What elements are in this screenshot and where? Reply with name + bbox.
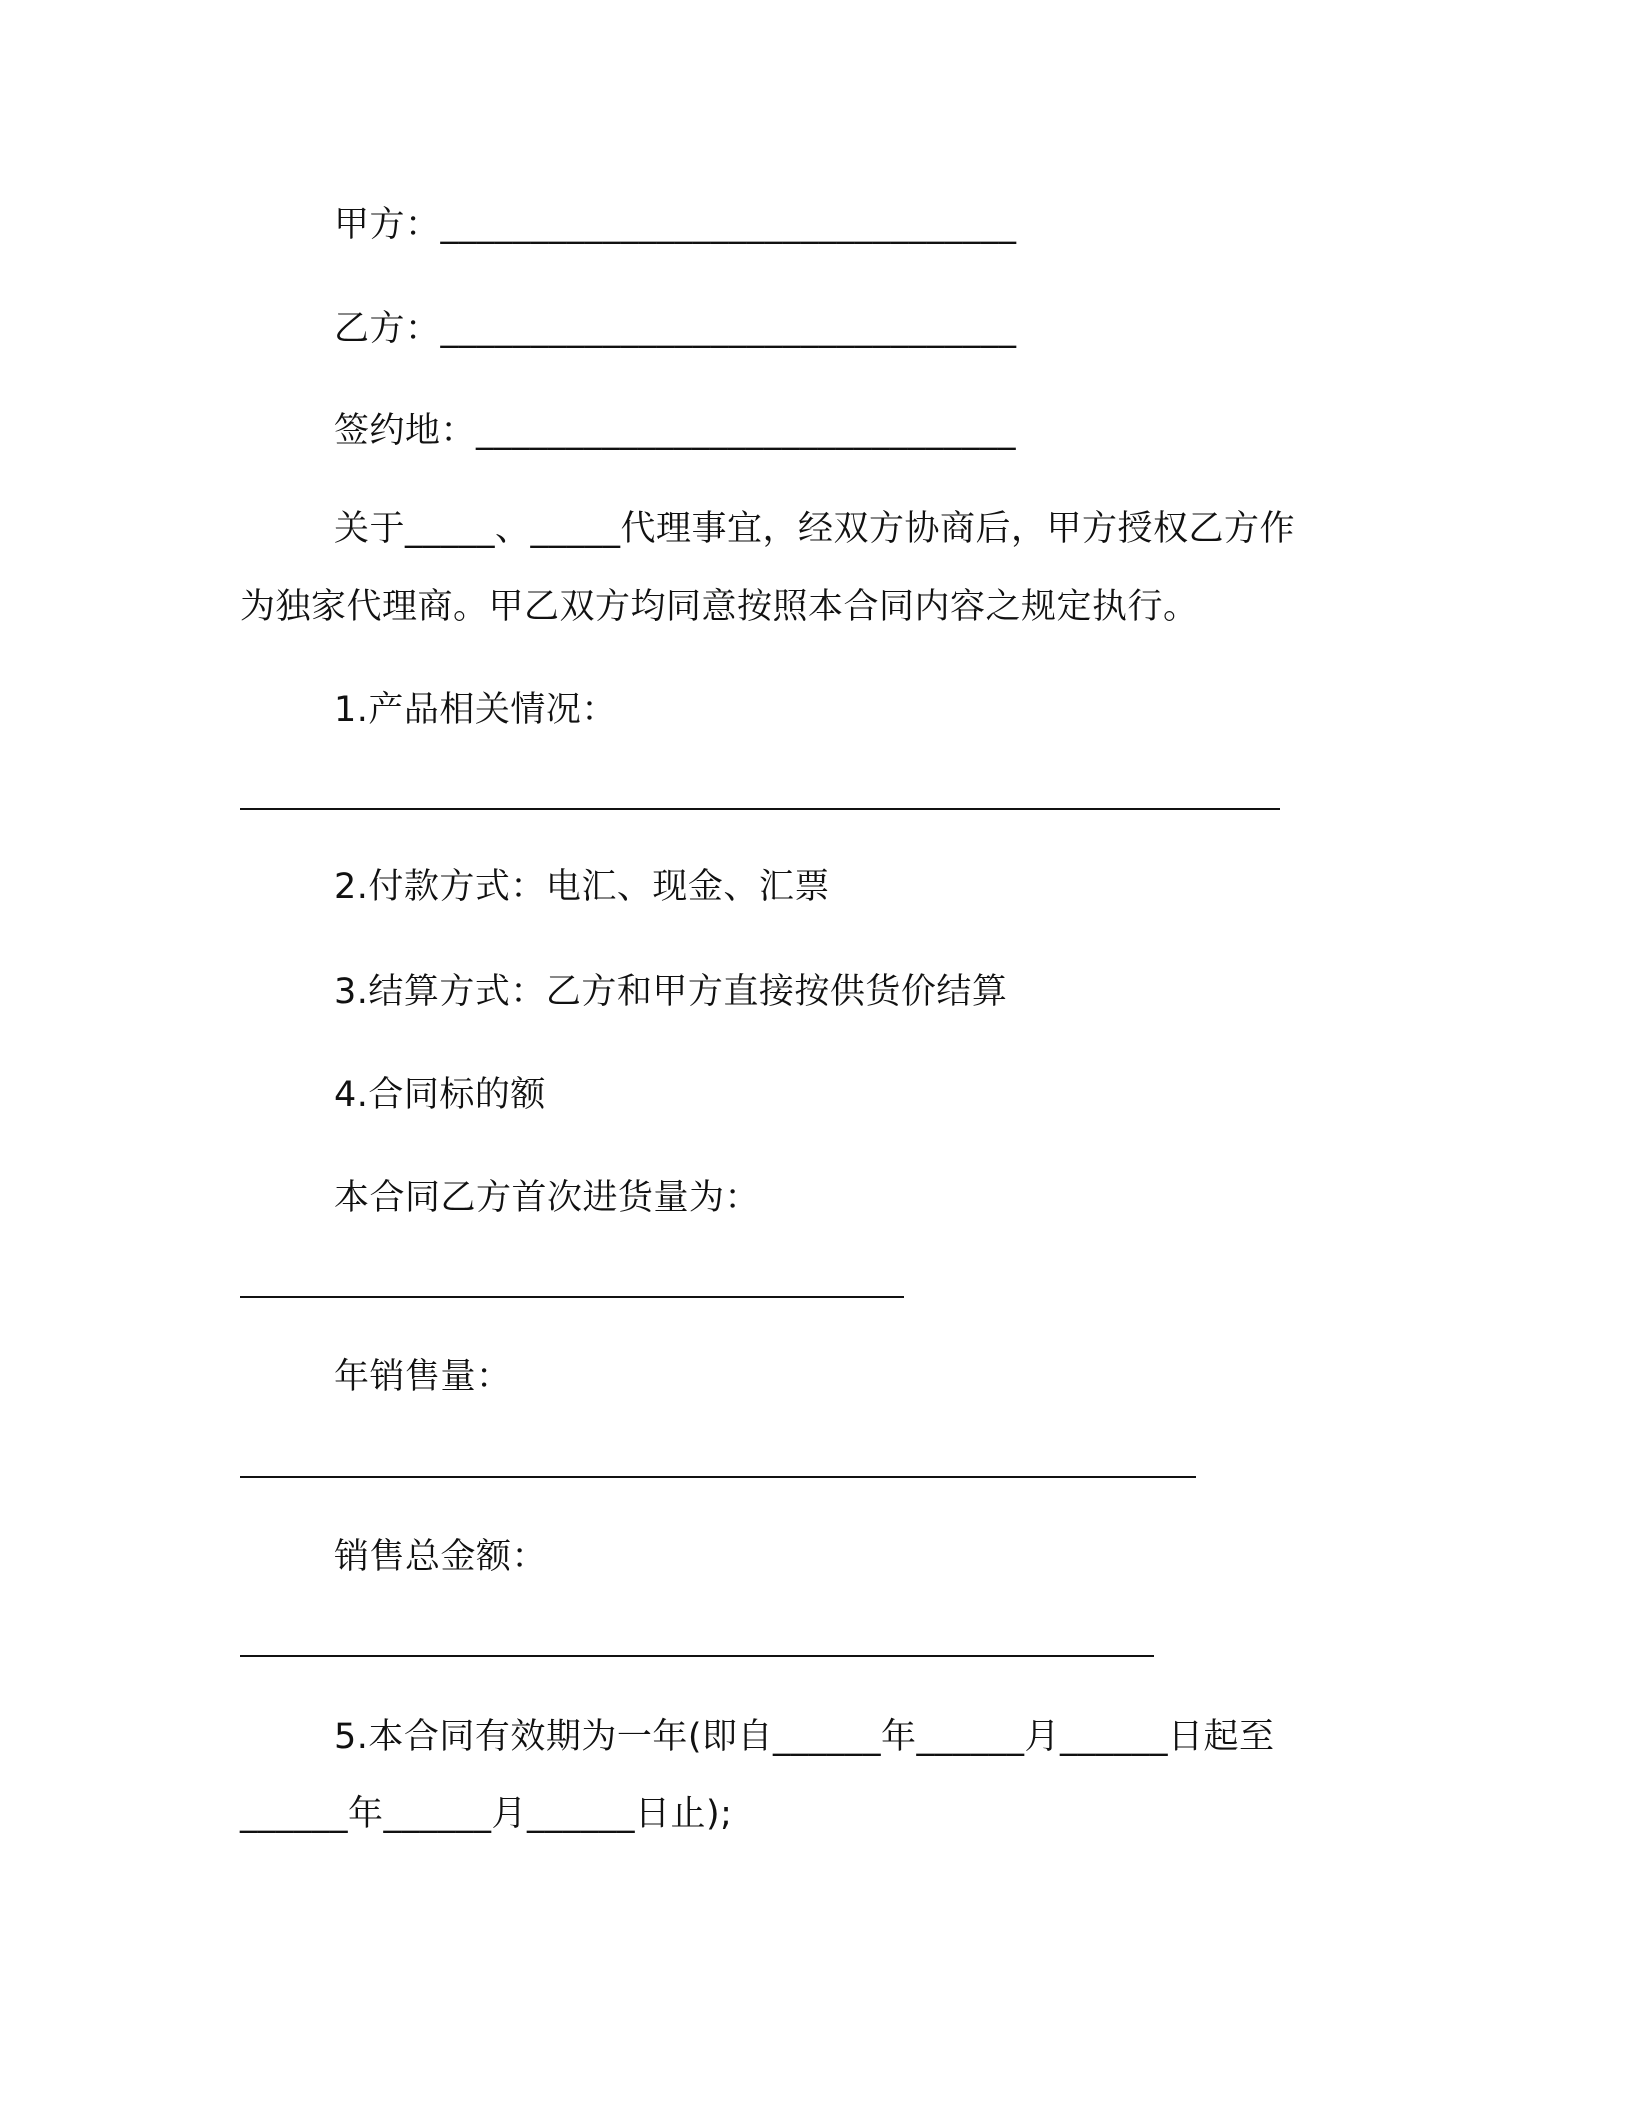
annual-sales-blank-line — [240, 1476, 1196, 1478]
validity-line-1: 5.本合同有效期为一年(即自______年______月______日起至 — [334, 1717, 1275, 1757]
product-info-blank-line — [240, 808, 1280, 810]
first-purchase-blank-line — [240, 1296, 904, 1298]
total-sales-amount-label: 销售总金额： — [334, 1537, 548, 1577]
annual-sales-label: 年销售量： — [334, 1357, 512, 1397]
first-purchase-label: 本合同乙方首次进货量为： — [334, 1178, 761, 1218]
party-b-field: 乙方：________________________________ — [334, 309, 1017, 349]
section-payment-method: 2.付款方式：电汇、现金、汇票 — [334, 867, 830, 907]
intro-paragraph-line-2: 为独家代理商。甲乙双方均同意按照本合同内容之规定执行。 — [240, 587, 1199, 627]
party-a-field: 甲方：________________________________ — [334, 205, 1017, 245]
total-sales-amount-blank-line — [240, 1655, 1154, 1657]
signing-place-field: 签约地：______________________________ — [334, 411, 1017, 451]
section-settlement-method: 3.结算方式：乙方和甲方直接按供货价结算 — [334, 972, 1008, 1012]
section-contract-amount-heading: 4.合同标的额 — [334, 1075, 546, 1115]
section-product-info-heading: 1.产品相关情况： — [334, 690, 617, 730]
intro-paragraph-line-1: 关于_____、_____代理事宜，经双方协商后，甲方授权乙方作 — [334, 509, 1296, 549]
validity-line-2: ______年______月______日止); — [240, 1794, 733, 1834]
